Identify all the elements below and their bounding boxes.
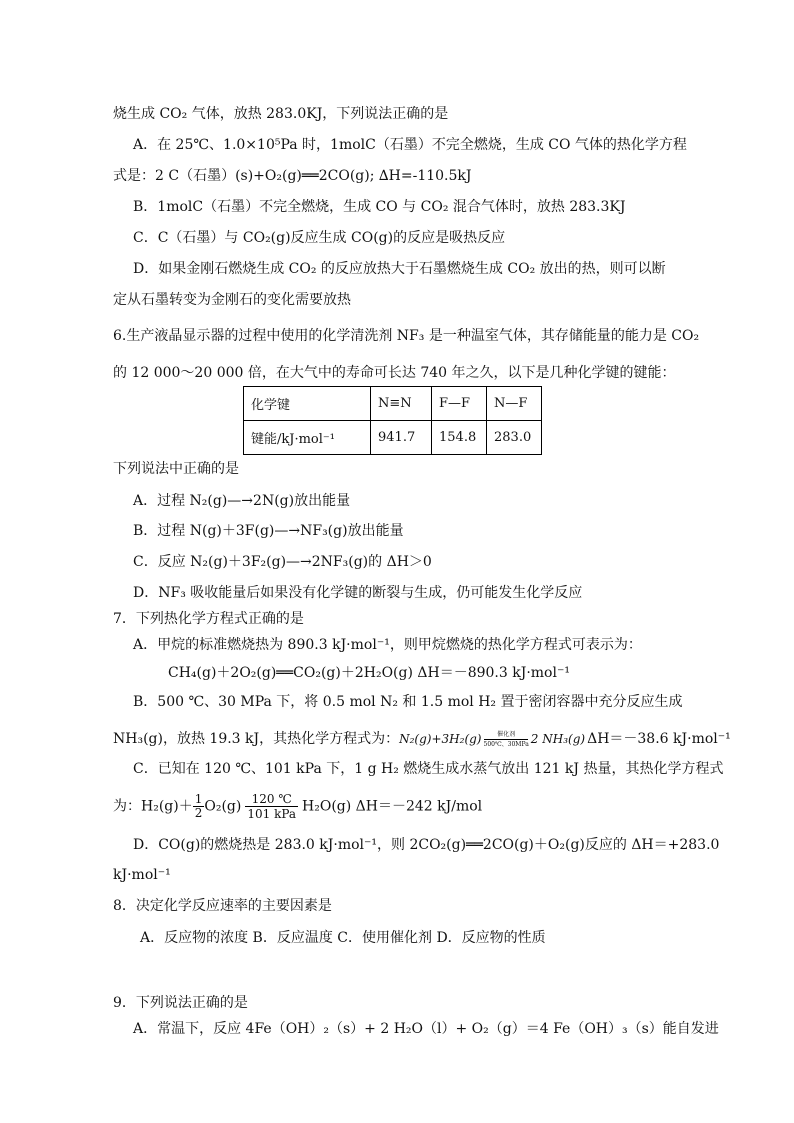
q7-option-c-line1: C．已知在 120 ℃、101 kPa 下，1 g H₂ 燃烧生成水蒸气放出 121 kJ 热量，其热化学方程式: [133, 761, 724, 777]
q5-option-d-line1: D．如果金刚石燃烧生成 CO₂ 的反应放热大于石墨燃烧生成 CO₂ 放出的热，则可以断: [133, 261, 666, 277]
q9-stem: 9．下列说法正确的是: [113, 995, 248, 1011]
q8-stem: 8．决定化学反应速率的主要因素是: [113, 898, 332, 914]
condition-temperature: 120 ℃: [245, 792, 298, 807]
q5-option-a-line2: 式是：2 C（石墨）(s)+O₂(g)══2CO(g); ∆H=-110.5kJ: [113, 168, 472, 184]
q9-option-a: A．常温下，反应 4Fe（OH）₂（s）+ 2 H₂O（l）+ O₂（g）＝4 Fe（OH）₃（s）能自发进: [133, 1021, 719, 1037]
q7-c-eq-start: 为：H₂(g)＋: [113, 798, 193, 815]
fraction-denominator: 2: [194, 806, 203, 820]
q6-stem-line1: 6.生产液晶显示器的过程中使用的化学清洗剂 NF₃ 是一种温室气体，其存储能量的能力是 CO₂: [113, 328, 700, 344]
q7-stem: 7．下列热化学方程式正确的是: [113, 611, 304, 627]
q7-option-b-line2: [113, 730, 731, 748]
q6-option-b: B．过程 N(g)＋3F(g)—→NF₃(g)放出能量: [133, 523, 404, 539]
condition-pressure: 101 kPa: [247, 807, 297, 821]
q7-option-b-line1: B．500 ℃、30 MPa 下，将 0.5 mol N₂ 和 1.5 mol H₂ 置于密闭容器中充分反应生成: [133, 694, 683, 710]
q7-option-b-text: NH₃(g)，放热 19.3 kJ，其热化学方程式为：: [113, 731, 400, 747]
fraction-one-half: [193, 793, 205, 820]
q6-prompt: 下列说法中正确的是: [113, 461, 239, 477]
reaction-condition-arrow: [245, 792, 298, 821]
q6-option-a: A．过程 N₂(g)—→2N(g)放出能量: [133, 493, 351, 509]
q7-option-a-line1: A．甲烷的标准燃烧热为 890.3 kJ·mol⁻¹，则甲烷燃烧的热化学方程式可表示为：: [133, 637, 642, 653]
q5-stem-continuation: 烧生成 CO₂ 气体，放热 283.0KJ，下列说法正确的是: [113, 106, 449, 122]
table-cell: 283.0: [487, 421, 542, 455]
q7-option-d-line2: kJ·mol⁻¹: [113, 867, 171, 883]
bond-energy-table: [243, 386, 542, 455]
q6-option-c: C．反应 N₂(g)＋3F₂(g)—→2NF₃(g)的 ΔH＞0: [133, 554, 432, 570]
table-cell: 化学键: [244, 387, 371, 421]
eq-right: 2 NH₃(g): [530, 732, 586, 746]
table-cell: N≡N: [371, 387, 432, 421]
q7-option-b-enthalpy: ΔH＝－38.6 kJ·mol⁻¹: [587, 731, 731, 747]
condition-label: 500℃、30MPa: [483, 741, 529, 748]
q7-option-c-line2: [113, 792, 482, 821]
q6-stem-line2: 的 12 000～20 000 倍，在大气中的寿命可长达 740 年之久，以下是几种化学键的键能：: [113, 365, 676, 381]
q7-c-eq-o2: O₂(g): [204, 798, 242, 815]
q5-option-d-line2: 定从石墨转变为金刚石的变化需要放热: [113, 292, 351, 308]
table-row: [244, 421, 542, 455]
eq-left: N₂(g)+3H₂(g): [399, 732, 482, 746]
q7-option-d-line1: D．CO(g)的燃烧热是 283.0 kJ·mol⁻¹，则 2CO₂(g)══2CO(g)＋O₂(g)反应的 ΔH＝+283.0: [133, 837, 720, 853]
table-header-row: [244, 387, 542, 421]
q7-option-a-equation: CH₄(g)＋2O₂(g)══CO₂(g)＋2H₂O(g) ΔH＝－890.3 kJ·mol⁻¹: [168, 665, 570, 681]
table-cell: 941.7: [371, 421, 432, 455]
table-cell: N—F: [487, 387, 542, 421]
catalyst-label: 催化剂: [497, 731, 516, 738]
q7-c-eq-end: H₂O(g) ΔH＝－242 kJ/mol: [302, 798, 483, 815]
reaction-condition: [484, 731, 529, 748]
table-cell: 154.8: [432, 421, 487, 455]
table-cell: 键能/kJ·mol⁻¹: [244, 421, 371, 455]
q5-option-b: B．1molC（石墨）不完全燃烧，生成 CO 与 CO₂ 混合气体时，放热 283.3KJ: [133, 199, 626, 215]
thermochemical-equation-image: [399, 730, 585, 748]
fraction-numerator: 1: [194, 792, 203, 806]
q5-option-c: C．C（石墨）与 CO₂(g)反应生成 CO(g)的反应是吸热反应: [133, 230, 506, 246]
arrow-line: [484, 739, 528, 740]
q5-option-a-line1: A．在 25℃、1.0×10⁵Pa 时，1molC（石墨）不完全燃烧，生成 CO 气体的热化学方程: [133, 137, 687, 153]
q6-option-d: D．NF₃ 吸收能量后如果没有化学键的断裂与生成，仍可能发生化学反应: [133, 585, 583, 601]
q8-options: A．反应物的浓度 B．反应温度 C．使用催化剂 D．反应物的性质: [140, 930, 546, 946]
table-cell: F—F: [432, 387, 487, 421]
